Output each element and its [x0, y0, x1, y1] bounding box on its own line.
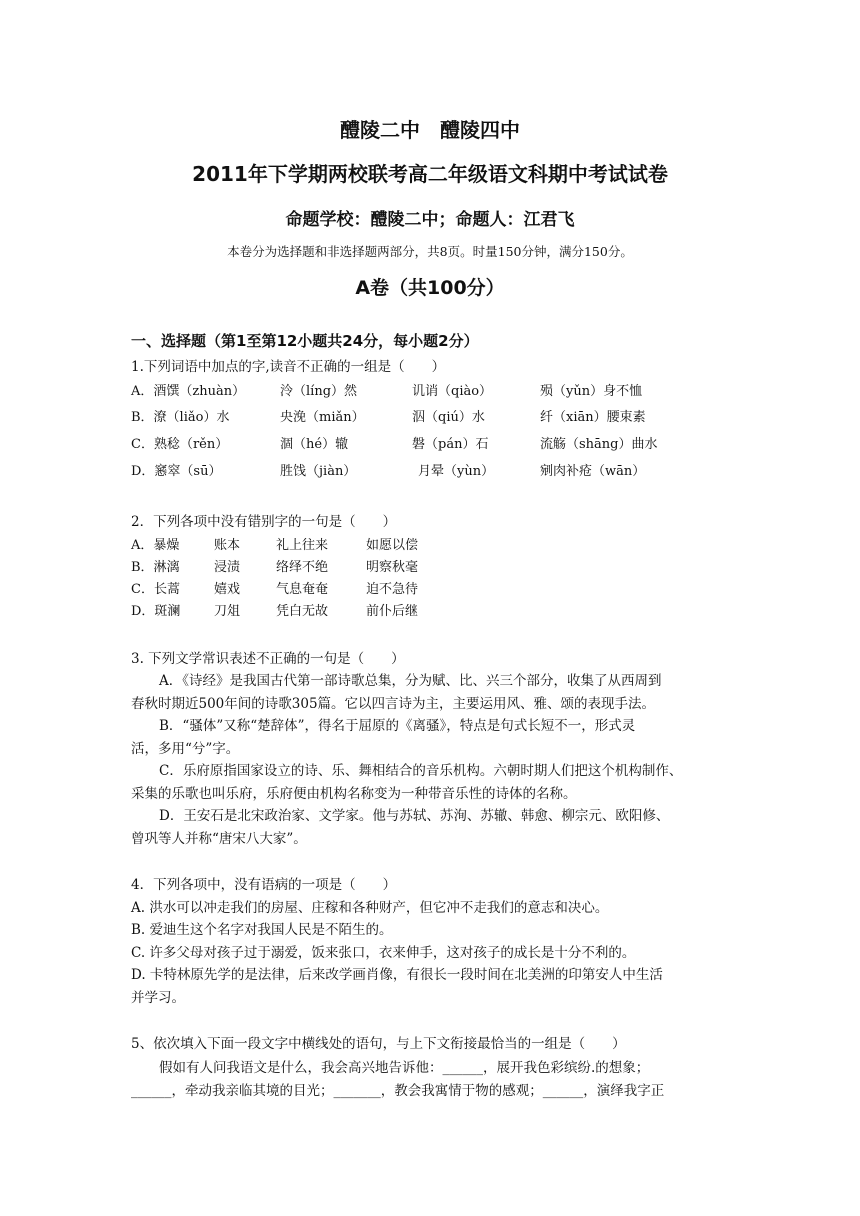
q3-line-3: B．“骚体”又称“楚辞体”，得名于屈原的《离骚》，特点是句式长短不一，形式灵 [159, 718, 636, 734]
q3-line-2: 春秋时期近500年间的诗歌305篇。它以四言诗为主，主要运用风、雅、颂的表现手法。 [131, 696, 656, 712]
q4-line-5: 并学习。 [131, 990, 185, 1006]
q2-row-c-2: 嬉戏 [214, 582, 241, 597]
q1-row-c-4: 流觞（shāng）曲水 [540, 437, 658, 452]
q1-row-a-2: 泠（líng）然 [280, 384, 358, 399]
q2-row-b-1: B．淋漓 [131, 560, 180, 575]
q3-line-8: 曾巩等人并称“唐宋八大家”。 [131, 831, 307, 847]
q4-line-1: A. 洪水可以冲走我们的房屋、庄稼和各种财产，但它冲不走我们的意志和决心。 [131, 900, 609, 916]
section-title: 一、选择题（第1至第12小题共24分，每小题2分） [131, 332, 479, 350]
q1-row-a-1: A．酒馔（zhuàn） [131, 384, 246, 399]
q2-row-d-2: 刀俎 [214, 604, 241, 619]
q2-row-b-4: 明察秋毫 [366, 560, 419, 575]
q2-row-b-3: 络绎不绝 [276, 560, 329, 575]
q2-row-c-1: C．长蒿 [131, 582, 180, 597]
schools-heading: 醴陵二中 醴陵四中 [340, 118, 520, 142]
q1-row-c-3: 磐（pán）石 [412, 437, 489, 452]
q5-line-2: ______，牵动我亲临其境的目光；_______，教会我寓情于物的感观；______，演绎我字正 [131, 1083, 665, 1099]
q3-line-7: D．王安石是北宋政治家、文学家。他与苏轼、苏洵、苏辙、韩愈、柳宗元、欧阳修、 [159, 808, 670, 824]
q5-line-1: 假如有人问我语文是什么，我会高兴地告诉他：______，展开我色彩缤纷.的想象； [159, 1060, 650, 1076]
q3-stem: 3. 下列文学常识表述不正确的一句是（ ） [131, 651, 405, 667]
q1-row-b-3: 泅（qiú）水 [412, 410, 485, 425]
q2-row-a-4: 如愿以偿 [366, 538, 419, 553]
q2-row-b-2: 浸渍 [214, 560, 241, 575]
author-line: 命题学校：醴陵二中；命题人：江君飞 [285, 210, 575, 230]
q4-line-3: C. 许多父母对孩子过于溺爱，饭来张口，衣来伸手，这对孩子的成长是十分不利的。 [131, 945, 636, 961]
q1-row-d-1: D．窸窣（sū） [131, 464, 222, 479]
q1-row-d-2: 胜饯（jiàn） [280, 464, 357, 479]
q1-stem: 1.下列词语中加点的字,读音不正确的一组是（ ） [131, 359, 446, 375]
q1-row-b-4: 纤（xiān）腰束素 [540, 410, 646, 425]
q4-line-2: B. 爱迪生这个名字对我国人民是不陌生的。 [131, 922, 393, 938]
q3-line-4: 活，多用“兮”字。 [131, 741, 240, 757]
q1-row-a-3: 讥诮（qiào） [412, 384, 493, 399]
q1-row-a-4: 殒（yǔn）身不恤 [540, 384, 643, 399]
q2-row-a-1: A．暴燥 [131, 538, 180, 553]
q1-row-b-2: 央浼（miǎn） [280, 410, 365, 425]
q2-row-d-3: 凭白无故 [276, 604, 329, 619]
q4-stem: 4．下列各项中，没有语病的一项是（ ） [131, 877, 397, 893]
q3-line-1: A．《诗经》是我国古代第一部诗歌总集，分为赋、比、兴三个部分，收集了从西周到 [159, 673, 662, 689]
q2-row-d-4: 前仆后继 [366, 604, 419, 619]
q1-row-d-4: 剜肉补疮（wān） [540, 464, 646, 479]
q2-row-d-1: D．斑澜 [131, 604, 181, 619]
q2-row-c-4: 迫不急待 [366, 582, 419, 597]
q5-stem: 5、依次填入下面一段文字中横线处的语句，与上下文衔接最恰当的一组是（ ） [131, 1036, 626, 1052]
q2-row-a-2: 账本 [214, 538, 241, 553]
q2-stem: 2．下列各项中没有错别字的一句是（ ） [131, 514, 397, 530]
q3-line-5: C．乐府原指国家设立的诗、乐、舞相结合的音乐机构。六朝时期人们把这个机构制作、 [159, 763, 683, 779]
q2-row-c-3: 气息奄奄 [276, 582, 329, 597]
q1-row-c-2: 涸（hé）辙 [280, 437, 349, 452]
exam-title: 2011年下学期两校联考高二年级语文科期中考试试卷 [192, 162, 668, 186]
q2-row-a-3: 礼上往来 [276, 538, 329, 553]
q1-row-b-1: B．潦（liǎo）水 [131, 410, 230, 425]
q1-row-d-3: 月晕（yùn） [418, 464, 495, 479]
exam-note: 本卷分为选择题和非选择题两部分，共8页。时量150分钟，满分150分。 [227, 244, 633, 259]
q3-line-6: 采集的乐歌也叫乐府，乐府便由机构名称变为一种带音乐性的诗体的名称。 [131, 786, 577, 802]
volume-heading: A卷（共100分） [355, 277, 505, 299]
q4-line-4: D. 卡特林原先学的是法律，后来改学画肖像，有很长一段时间在北美洲的印第安人中生活 [131, 967, 663, 983]
q1-row-c-1: C．熟稔（rěn） [131, 437, 229, 452]
